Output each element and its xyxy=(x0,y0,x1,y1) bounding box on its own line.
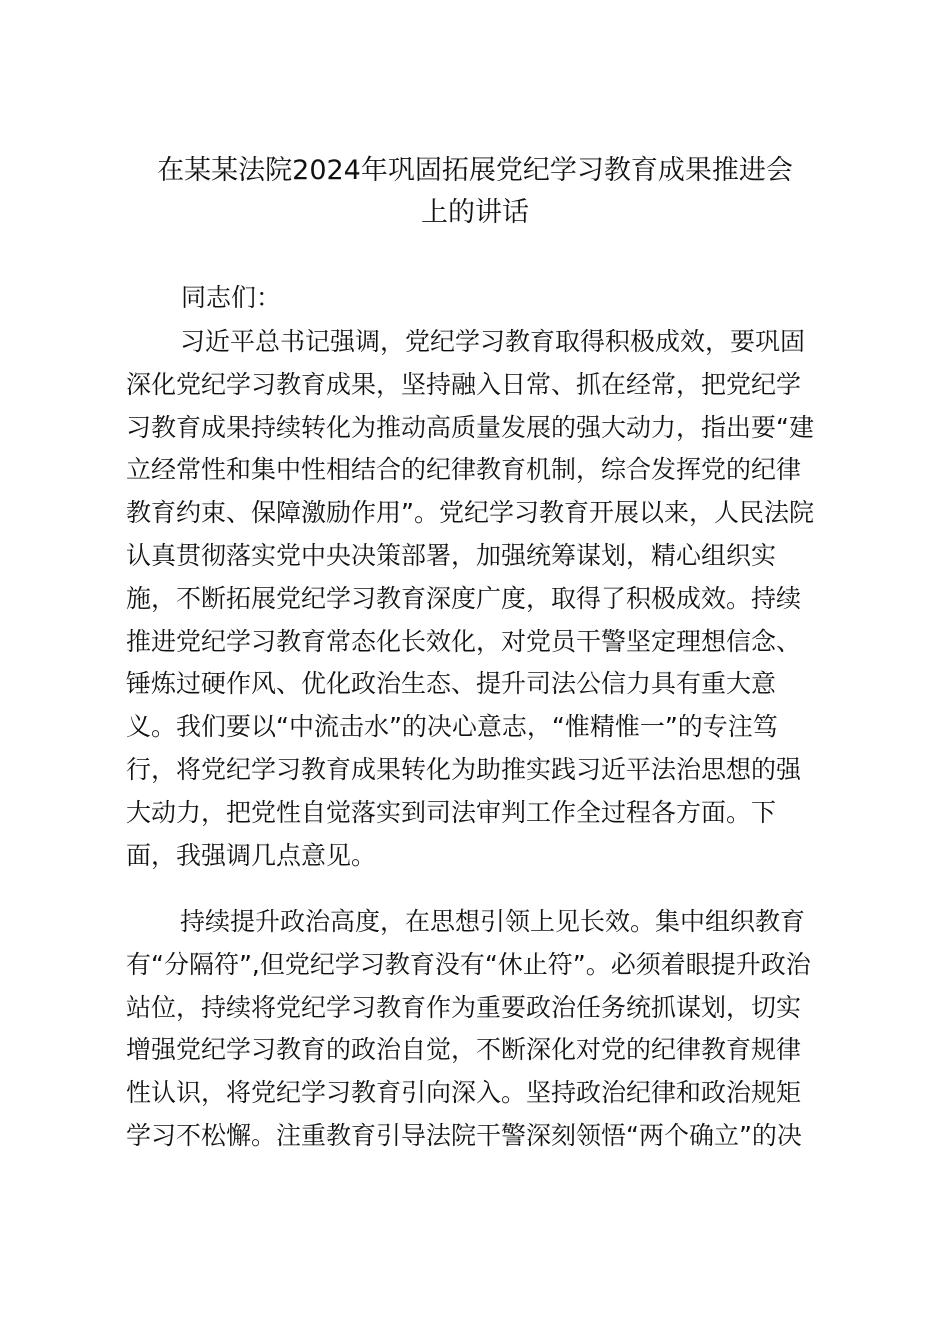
paragraph-line: 教育约束、保障激励作用”。党纪学习教育开展以来，人民法院 xyxy=(126,498,814,528)
paragraph-political-height xyxy=(126,901,846,1158)
paragraph-line: 增强党纪学习教育的政治自觉，不断深化对党的纪律教育规律 xyxy=(126,1035,802,1065)
paragraph-line: 学习不松懈。注重教育引导法院干警深刻领悟“两个确立”的决 xyxy=(126,1120,802,1150)
document-title xyxy=(120,150,830,234)
paragraph-line: 面，我强调几点意见。 xyxy=(126,840,377,870)
paragraph-line: 立经常性和集中性相结合的纪律教育机制，综合发挥党的纪律 xyxy=(126,455,802,485)
paragraph-line: 站位，持续将党纪学习教育作为重要政治任务统抓谋划，切实 xyxy=(126,992,802,1022)
paragraph-line: 锤炼过硬作风、优化政治生态、提升司法公信力具有重大意 xyxy=(126,669,777,699)
paragraph-line: 行，将党纪学习教育成果转化为助推实践习近平法治思想的强 xyxy=(126,754,802,784)
paragraph-line: 深化党纪学习教育成果，坚持融入日常、抓在经常，把党纪学 xyxy=(126,369,802,399)
paragraph-line: 习近平总书记强调，党纪学习教育取得积极成效，要巩固 xyxy=(180,327,806,356)
paragraph-line: 施，不断拓展党纪学习教育深度广度，取得了积极成效。持续 xyxy=(126,583,802,613)
paragraph-line: 推进党纪学习教育常态化长效化，对党员干警坚定理想信念、 xyxy=(126,626,802,656)
paragraph-line: 义。我们要以“中流击水”的决心意志，“惟精惟一”的专注笃 xyxy=(126,712,778,742)
salutation: 同志们： xyxy=(181,283,282,312)
paragraph-line: 有“分隔符”,但党纪学习教育没有“休止符”。必须着眼提升政治 xyxy=(126,949,811,979)
title-line-2: 上的讲话 xyxy=(421,197,529,228)
paragraph-intro xyxy=(126,321,846,877)
paragraph-line: 性认识，将党纪学习教育引向深入。坚持政治纪律和政治规矩 xyxy=(126,1078,802,1108)
paragraph-line: 习教育成果持续转化为推动高质量发展的强大动力，指出要“建 xyxy=(126,412,814,442)
paragraph-line: 大动力，把党性自觉落实到司法审判工作全过程各方面。下 xyxy=(126,797,777,827)
paragraph-line: 持续提升政治高度，在思想引领上见长效。集中组织教育 xyxy=(180,907,806,936)
title-line-1: 在某某法院2024年巩固拓展党纪学习教育成果推进会 xyxy=(157,155,793,186)
paragraph-line: 认真贯彻落实党中央决策部署，加强统筹谋划，精心组织实 xyxy=(126,540,777,570)
